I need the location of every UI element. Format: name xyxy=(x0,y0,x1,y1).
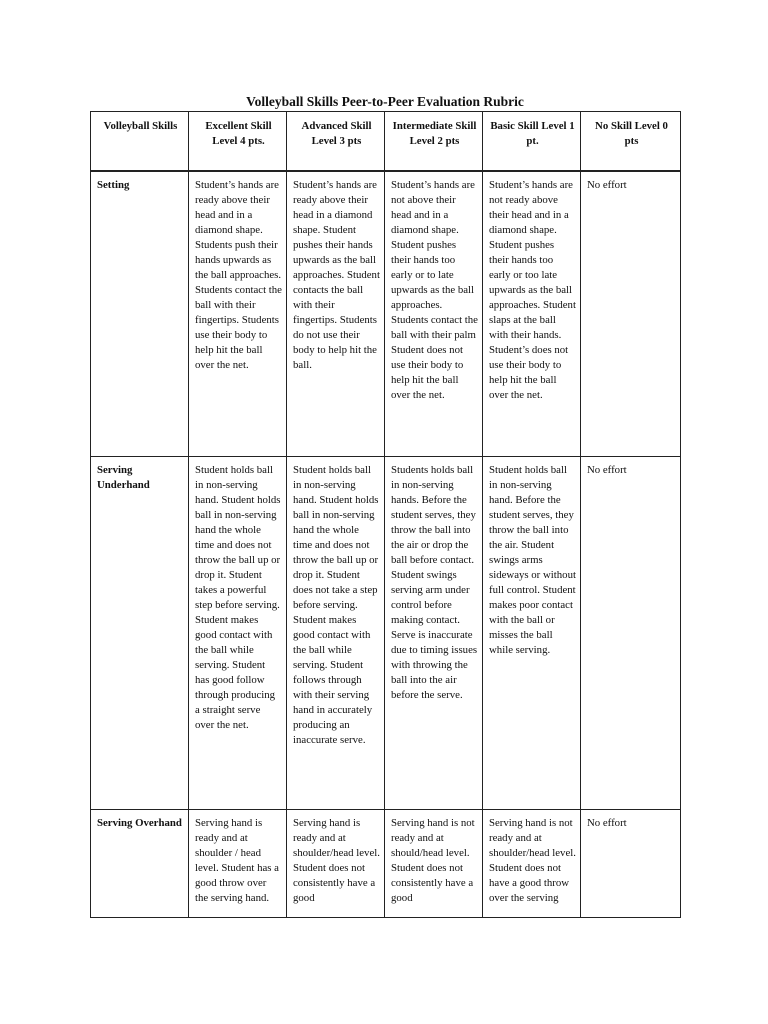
cell-text: No effort xyxy=(587,817,627,829)
table-cell xyxy=(189,810,287,918)
header-cell-advanced: Advanced Skill Level 3 pts xyxy=(287,112,385,172)
table-cell xyxy=(483,810,581,918)
table-cell xyxy=(385,810,483,918)
table-cell: Students holds ball in non-serving hands. Before the student serves, they throw the ball into the air or drop the ball before contact. Student swings serving arm under control before making contact. Serve is inaccurate due to timing issues with throwing the ball into the air before the serve. xyxy=(385,457,483,810)
skill-name: Setting xyxy=(91,171,189,457)
table-row xyxy=(91,171,681,457)
skill-name: Serving Underhand xyxy=(91,457,189,810)
header-cell-basic: Basic Skill Level 1 pt. xyxy=(483,112,581,172)
cell-text: Serving hand is not ready and at shoulder/head level. Student does not have a good throw over the serving xyxy=(489,817,576,904)
cell-text: Serving hand is ready and at shoulder/head level. Student does not consistently have a good xyxy=(293,817,380,904)
table-cell: No effort xyxy=(581,457,681,810)
table-row xyxy=(91,457,681,810)
page-title: Volleyball Skills Peer-to-Peer Evaluation Rubric xyxy=(246,94,524,109)
skill-name: Serving Overhand xyxy=(97,817,182,829)
table-cell: Student holds ball in non-serving hand. Student holds ball in non-serving hand the whole time and does not throw the ball up or drop it. Student does not take a step before serving. Student makes good contact with the ball while serving. Student follows through with their serving hand in accurately producing an inaccurate serve. xyxy=(287,457,385,810)
table-cell: Student holds ball in non-serving hand. Student holds ball in non-serving hand the whole time and does not throw the ball up or drop it. Student takes a powerful step before serving. Student makes good contact with the ball while serving. Student has good follow through producing a straight serve over the net. xyxy=(189,457,287,810)
table-row xyxy=(91,810,681,918)
table-cell: Student’s hands are not above their head and in a diamond shape. Student pushes their hands too early or to late upwards as the ball approaches. Students contact the ball with their palm Student does not use their body to help hit the ball over the net. xyxy=(385,171,483,457)
table-cell: Student’s hands are ready above their head in a diamond shape. Student pushes their hands upwards as the ball approaches. Student contacts the ball with their fingertips. Students do not use their body to help hit the ball. xyxy=(287,171,385,457)
table-cell xyxy=(287,810,385,918)
rubric-table xyxy=(90,111,681,918)
table-cell: Student’s hands are ready above their head and in a diamond shape. Students push their hands upwards as the ball approaches. Students contact the ball with their fingertips. Students use their body to help hit the ball over the net. xyxy=(189,171,287,457)
table-cell xyxy=(581,810,681,918)
table-cell: Student holds ball in non-serving hand. Before the student serves, they throw the ball into the air. Student swings arms sideways or without full control. Student makes poor contact with the ball or misses the ball while serving. xyxy=(483,457,581,810)
table-cell: Student’s hands are not ready above their head and in a diamond shape. Student pushes their hands too early or too late upwards as the ball approaches. Student slaps at the ball with their hands. Student’s does not use their body to help hit the ball over the net. xyxy=(483,171,581,457)
header-cell-intermediate: Intermediate Skill Level 2 pts xyxy=(385,112,483,172)
table-cell: No effort xyxy=(581,171,681,457)
cell-text: Serving hand is not ready and at should/head level. Student does not consistently have a good xyxy=(391,817,475,904)
header-row xyxy=(91,112,681,172)
header-cell-no-skill: No Skill Level 0 pts xyxy=(581,112,681,172)
skill-cell xyxy=(91,810,189,918)
cell-text: Serving hand is ready and at shoulder / head level. Student has a good throw over the serving hand. xyxy=(195,817,279,904)
header-cell-skills: Volleyball Skills xyxy=(91,112,189,172)
header-cell-excellent: Excellent Skill Level 4 pts. xyxy=(189,112,287,172)
